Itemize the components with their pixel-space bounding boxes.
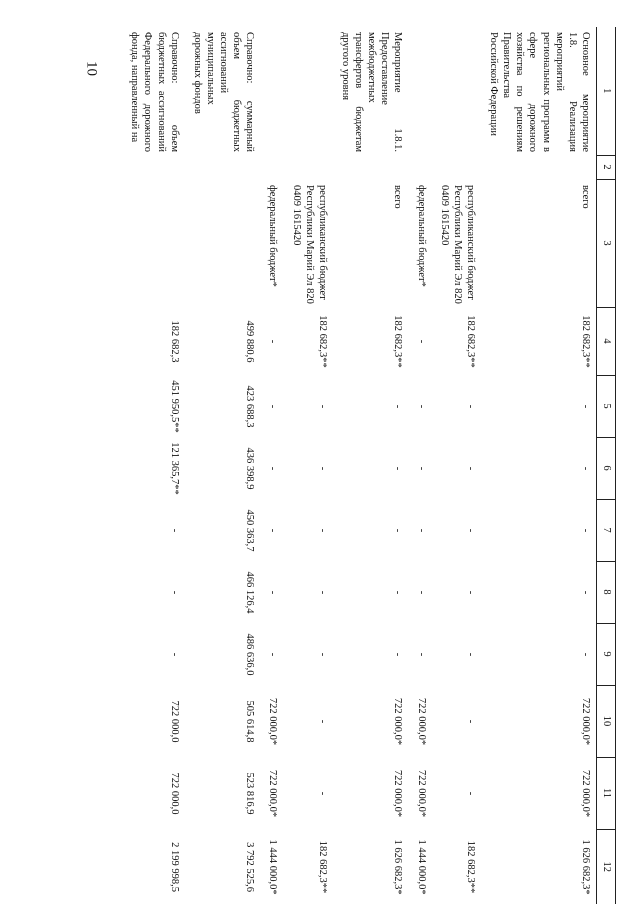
value-cell: - bbox=[168, 590, 180, 595]
value-cell: - bbox=[580, 652, 591, 657]
value-cell: - bbox=[168, 652, 180, 657]
value-cell: 182 682,3** bbox=[316, 315, 328, 368]
row-label: Основное мероприятие 1.8. Реализация мероприятий региональных программ в сфере дорожного хозяйства по решениям Правительства Российской Федерации bbox=[488, 32, 591, 152]
table-row bbox=[284, 27, 333, 904]
col-header: 2 bbox=[597, 155, 616, 179]
value-cell: - bbox=[267, 652, 279, 657]
value-cell: 2 199 998,5 bbox=[168, 842, 180, 892]
value-cell: 1 444 000,0* bbox=[267, 839, 279, 895]
table-body bbox=[122, 27, 596, 904]
row-code bbox=[409, 155, 432, 179]
value-cell: - bbox=[465, 652, 476, 657]
table-row bbox=[185, 27, 261, 904]
rotated-table-block bbox=[113, 27, 616, 895]
value-cell: 466 126,4 bbox=[244, 571, 256, 614]
value-cell: 451 950,5** bbox=[168, 380, 180, 433]
value-cell: 722 000,0* bbox=[392, 769, 404, 818]
value-cell: - bbox=[415, 528, 427, 533]
col-header: 5 bbox=[597, 375, 616, 437]
value-cell: 450 363,7 bbox=[244, 509, 256, 552]
table-row bbox=[481, 27, 597, 904]
funding-source bbox=[122, 179, 185, 307]
value-cell: 182 682,3** bbox=[465, 840, 476, 894]
value-cell: 722 000,0* bbox=[267, 769, 279, 818]
row-label bbox=[284, 27, 333, 155]
value-cell: 423 688,3 bbox=[244, 385, 256, 428]
value-cell: 722 000,0* bbox=[415, 697, 427, 746]
row-label bbox=[260, 27, 283, 155]
value-cell: 523 816,9 bbox=[244, 772, 256, 815]
table-row bbox=[260, 27, 283, 904]
value-cell: 436 398,9 bbox=[244, 447, 256, 490]
value-cell: - bbox=[392, 528, 404, 533]
value-cell: 722 000,0* bbox=[392, 697, 404, 746]
page-number: 10 bbox=[83, 61, 100, 76]
value-cell: - bbox=[465, 528, 476, 533]
funding-source: всего bbox=[580, 185, 591, 209]
value-cell: - bbox=[316, 719, 328, 724]
col-header: 1 bbox=[597, 27, 616, 155]
value-cell: - bbox=[415, 404, 427, 409]
value-cell: 182 682,3** bbox=[580, 315, 591, 368]
col-header: 3 bbox=[597, 179, 616, 307]
value-cell: - bbox=[392, 652, 404, 657]
row-label: Справочно: суммарный объем бюджетных ассигнований муниципальных дорожных фондов bbox=[191, 32, 256, 152]
value-cell: 486 636,0 bbox=[244, 633, 256, 676]
value-cell: - bbox=[316, 590, 328, 595]
value-cell: - bbox=[267, 590, 279, 595]
col-header: 10 bbox=[597, 685, 616, 757]
col-header: 6 bbox=[597, 437, 616, 499]
col-header: 7 bbox=[597, 499, 616, 561]
value-cell: 499 880,6 bbox=[244, 320, 256, 363]
value-cell: 722 000,0* bbox=[267, 697, 279, 746]
value-cell: 722 000,0 bbox=[168, 700, 180, 743]
value-cell: 505 614,8 bbox=[244, 700, 256, 743]
row-label bbox=[409, 27, 432, 155]
funding-source bbox=[185, 179, 261, 307]
value-cell: 1 626 682,3* bbox=[392, 839, 404, 895]
table-row bbox=[409, 27, 432, 904]
value-cell: 182 682,3** bbox=[316, 840, 328, 894]
funding-source: республиканский бюджет Республики Марий Эл 820 0409 1615420 bbox=[290, 185, 328, 304]
value-cell: - bbox=[415, 466, 427, 471]
row-code bbox=[122, 155, 185, 179]
value-cell: - bbox=[392, 590, 404, 595]
value-cell: 1 626 682,3* bbox=[580, 839, 591, 895]
value-cell: - bbox=[267, 339, 279, 344]
row-code bbox=[185, 155, 261, 179]
value-cell: - bbox=[392, 466, 404, 471]
value-cell: - bbox=[316, 652, 328, 657]
header-row bbox=[597, 27, 616, 904]
value-cell: - bbox=[392, 404, 404, 409]
value-cell: 722 000,0 bbox=[168, 772, 180, 815]
value-cell: - bbox=[415, 339, 427, 344]
col-header: 8 bbox=[597, 561, 616, 623]
value-cell: - bbox=[580, 466, 591, 471]
value-cell: - bbox=[465, 466, 476, 471]
value-cell: - bbox=[465, 590, 476, 595]
value-cell: - bbox=[316, 791, 328, 796]
value-cell: - bbox=[316, 404, 328, 409]
col-header: 4 bbox=[597, 307, 616, 375]
row-label: Мероприятие 1.8.1. Предоставление межбюджетных трансфертов бюджетам другого уровня bbox=[340, 32, 404, 152]
value-cell: - bbox=[316, 528, 328, 533]
value-cell: - bbox=[415, 652, 427, 657]
row-label: Справочно: объем бюджетных ассигнований Федерального дорожного фонда, направленный на bbox=[129, 32, 180, 152]
funding-source: федеральный бюджет* bbox=[267, 185, 279, 287]
table-row bbox=[432, 27, 481, 904]
value-cell: - bbox=[168, 528, 180, 533]
value-cell: 722 000,0* bbox=[580, 769, 591, 818]
row-code bbox=[284, 155, 333, 179]
row-code bbox=[481, 155, 597, 179]
value-cell: 1 444 000,0* bbox=[415, 839, 427, 895]
value-cell: 121 365,7** bbox=[168, 442, 180, 495]
value-cell: 182 682,3 bbox=[168, 320, 180, 363]
table-row bbox=[333, 27, 409, 904]
funding-source: федеральный бюджет* bbox=[415, 185, 427, 287]
value-cell: - bbox=[465, 791, 476, 796]
row-code bbox=[333, 155, 409, 179]
value-cell: - bbox=[465, 404, 476, 409]
col-header: 11 bbox=[597, 757, 616, 829]
value-cell: - bbox=[580, 404, 591, 409]
value-cell: 182 682,3** bbox=[392, 315, 404, 368]
budget-table bbox=[122, 27, 616, 904]
value-cell: - bbox=[465, 719, 476, 724]
table-row bbox=[122, 27, 185, 904]
funding-source: всего bbox=[392, 185, 404, 209]
value-cell: - bbox=[267, 466, 279, 471]
row-code bbox=[432, 155, 481, 179]
value-cell: - bbox=[415, 590, 427, 595]
value-cell: 3 792 525,6 bbox=[244, 842, 256, 892]
value-cell: - bbox=[580, 528, 591, 533]
value-cell: 722 000,0* bbox=[415, 769, 427, 818]
funding-source: республиканский бюджет Республики Марий Эл 820 0409 1615420 bbox=[438, 185, 476, 304]
value-cell: 722 000,0* bbox=[580, 697, 591, 746]
col-header: 12 bbox=[597, 829, 616, 904]
value-cell: - bbox=[580, 590, 591, 595]
value-cell: 182 682,3** bbox=[465, 315, 476, 368]
row-label bbox=[432, 27, 481, 155]
value-cell: - bbox=[267, 404, 279, 409]
col-header: 9 bbox=[597, 623, 616, 685]
value-cell: - bbox=[267, 528, 279, 533]
value-cell: - bbox=[316, 466, 328, 471]
row-code bbox=[260, 155, 283, 179]
